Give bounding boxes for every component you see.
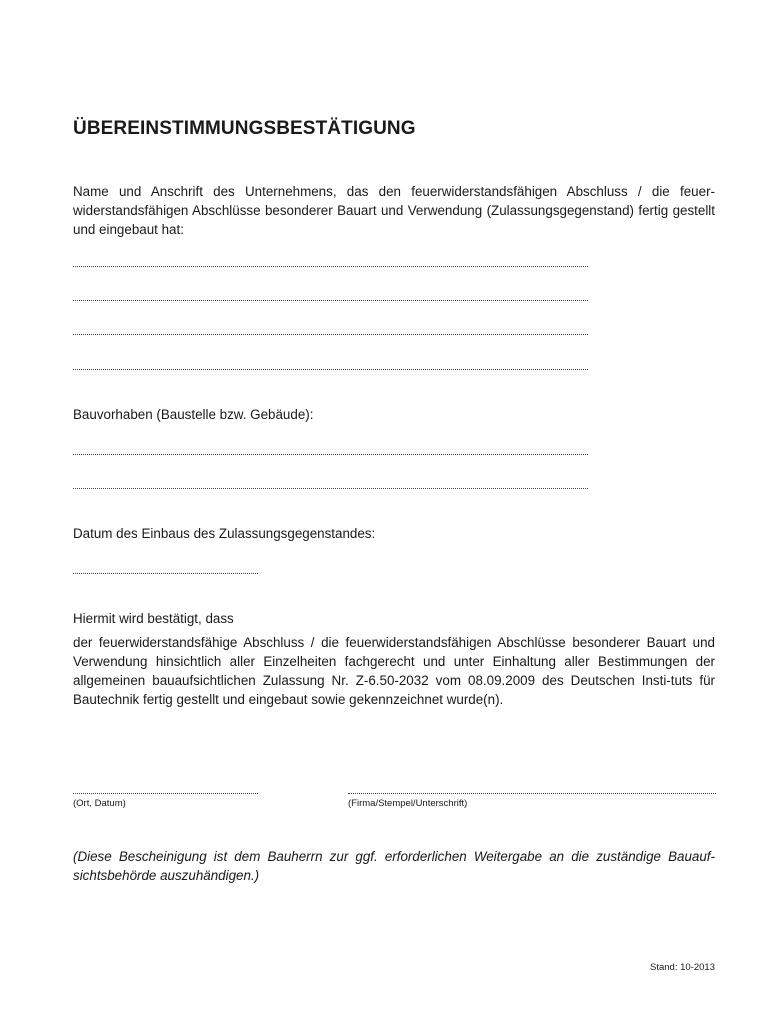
- place-date-line[interactable]: [73, 793, 258, 794]
- signature-caption: (Firma/Stempel/Unterschrift): [348, 798, 468, 809]
- project-label: Bauvorhaben (Baustelle bzw. Gebäude):: [73, 407, 314, 422]
- project-fill-line-1[interactable]: [73, 454, 588, 455]
- date-label: Datum des Einbaus des Zulassungsgegenstandes:: [73, 526, 376, 541]
- revision-stamp: Stand: 10-2013: [650, 962, 715, 973]
- date-fill-line[interactable]: [73, 573, 258, 574]
- document-title: ÜBEREINSTIMMUNGSBESTÄTIGUNG: [73, 118, 416, 139]
- signature-line[interactable]: [348, 793, 716, 794]
- confirm-text: der feuerwiderstandsfähige Abschluss / die feuerwiderstandsfähigen Abschlüsse besonderer Bauart und Verwendung hinsichtlich aller Einzelheiten fachgerecht und unter Einhaltung aller Bestimmungen der allgemeinen bauaufsichtlichen Zulassung Nr. Z-6.50-2032 vom 08.09.2009 des Deutschen Insti-tuts für Bautechnik fertig gestellt und eingebaut sowie gekennzeichnet wurde(n).: [73, 635, 715, 707]
- handover-note: (Diese Bescheinigung ist dem Bauherrn zur ggf. erforderlichen Weitergabe an die zuständige Bauauf-sichtsbehörde auszuhändigen.): [73, 849, 715, 883]
- place-date-caption: (Ort, Datum): [73, 798, 126, 809]
- confirm-intro: Hiermit wird bestätigt, dass: [73, 611, 234, 626]
- company-fill-line-1[interactable]: [73, 266, 588, 267]
- project-fill-line-2[interactable]: [73, 488, 588, 489]
- company-prompt: Name und Anschrift des Unternehmens, das den feuerwiderstandsfähigen Abschluss / die feuer-widerstandsfähigen Abschlüsse besonderer Bauart und Verwendung (Zulassungsgegenstand) fertig gestellt und eingebaut hat:: [73, 184, 715, 237]
- company-fill-line-4[interactable]: [73, 369, 588, 370]
- company-fill-line-3[interactable]: [73, 334, 588, 335]
- company-fill-line-2[interactable]: [73, 300, 588, 301]
